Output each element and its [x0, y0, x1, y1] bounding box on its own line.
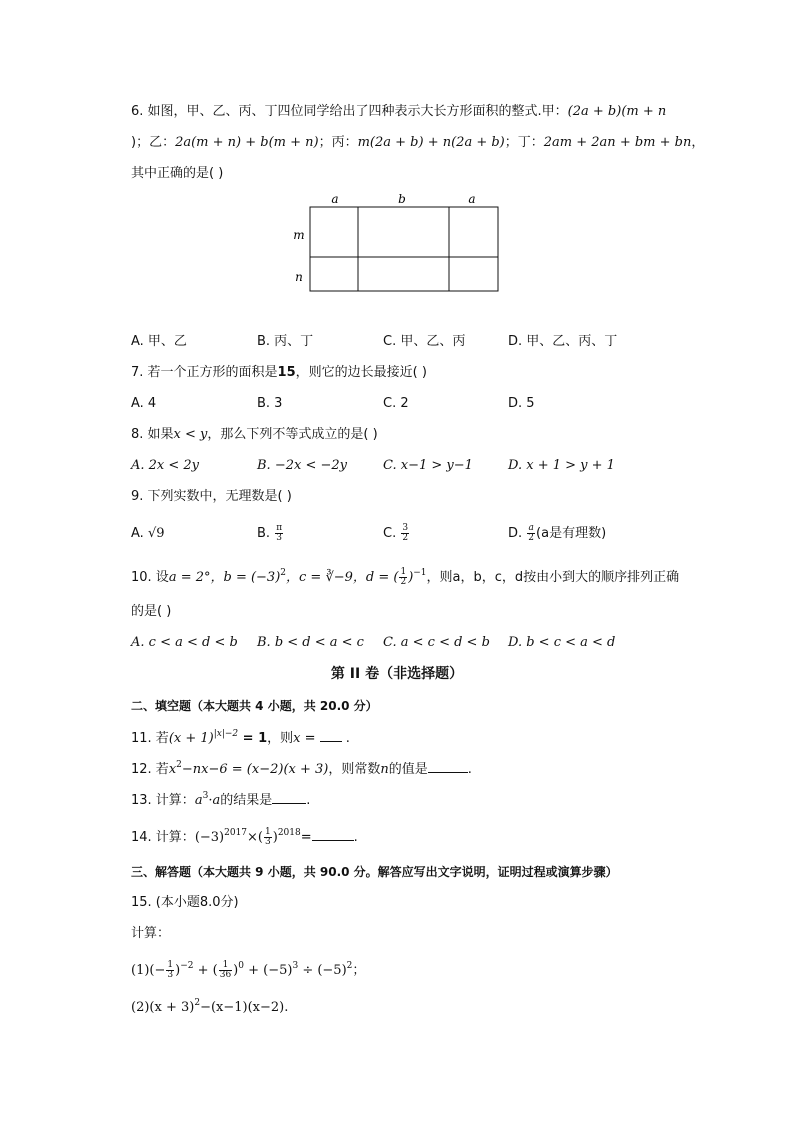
- q8-option-c: C. x−1 > y−1: [383, 458, 473, 473]
- q8-option-d: D. x + 1 > y + 1: [508, 458, 615, 473]
- part2-title: 第 II 卷（非选择题）: [330, 666, 464, 682]
- fig-label-b: b: [398, 192, 406, 206]
- q8-stem: 8. 如果x < y，那么下列不等式成立的是( ): [131, 427, 378, 442]
- q6-line2: )；乙：2a(m + n) + b(m + n)；丙：m(2a + b) + n(2a + b)；丁：2am + 2an + bm + bn，: [131, 135, 705, 150]
- q6-line3: 其中正确的是( ): [131, 166, 224, 181]
- q14: 14. 计算：$(-3)^{2017}\times$( $\frac{1}{3}$ )$^{2018}$= .: [131, 827, 358, 847]
- q6-option-d: D. 甲、乙、丙、丁: [508, 334, 618, 349]
- answer-blank: [272, 789, 306, 804]
- q15-part2: $(2)(x + 3)^2-(x-1)(x-2)$.: [131, 998, 289, 1015]
- q6-option-b: B. 丙、丁: [257, 334, 314, 349]
- q6-option-c: C. 甲、乙、丙: [383, 334, 466, 349]
- fig-label-a2: a: [468, 192, 476, 206]
- fig-label-m: m: [293, 228, 305, 242]
- q7-option-d: D. 5: [508, 396, 535, 411]
- q10-line2: 的是( ): [131, 604, 172, 619]
- q9-option-d: D. $\frac{a}{2}$ (a是有理数): [508, 523, 607, 543]
- q6-option-a: A. 甲、乙: [131, 334, 187, 349]
- q15-prompt: 计算：: [131, 926, 171, 941]
- section-fill-in: 二、填空题（本大题共 4 小题，共 20.0 分）: [131, 699, 378, 713]
- fig-label-n: n: [295, 270, 303, 284]
- q7-option-a: A. 4: [131, 396, 157, 411]
- answer-blank: [320, 727, 342, 742]
- q10-option-a: A. c < a < d < b: [131, 635, 238, 650]
- q10-option-c: C. a < c < d < b: [383, 635, 490, 650]
- q10-stem: 10. 设a = 2°，$b = (-3)^2$，c = ∛−9，d = ( $\frac{1}{2}$ )$^{-1}$，则a，b，c，d按由小到大的顺序排列正确: [131, 567, 680, 587]
- q9-stem: 9. 下列实数中，无理数是( ): [131, 489, 292, 504]
- answer-blank: [428, 758, 468, 773]
- fig-outer-rect: [310, 207, 498, 291]
- q8-option-b: B. −2x < −2y: [257, 458, 347, 473]
- q7-option-c: C. 2: [383, 396, 409, 411]
- answer-blank: [312, 826, 354, 841]
- q6-line1: 6. 如图，甲、乙、丙、丁四位同学给出了四种表示大长方形面积的整式.甲：(2a + b)(m + n: [131, 104, 667, 119]
- q12: 12. 若$x^2-nx-6 = (x-2)(x + 3)$，则常数n的值是 .: [131, 760, 472, 777]
- q7-option-b: B. 3: [257, 396, 283, 411]
- fig-label-a1: a: [331, 192, 339, 206]
- q13: 13. 计算：$a^3\cdot a$的结果是 .: [131, 791, 311, 808]
- q15-title: 15. (本小题8.0分): [131, 895, 239, 910]
- q9-option-c: C. $\frac{3}{2}$: [383, 523, 409, 543]
- rectangle-figure: [290, 190, 510, 300]
- q7-stem: 7. 若一个正方形的面积是15，则它的边长最接近( ): [131, 365, 427, 380]
- q10-option-b: B. b < d < a < c: [257, 635, 364, 650]
- q10-option-d: D. b < c < a < d: [508, 635, 616, 650]
- q9-option-b: B. $\frac{\pi}{3}$: [257, 523, 283, 543]
- section-solve: 三、解答题（本大题共 9 小题，共 90.0 分。解答应写出文字说明，证明过程或演算步骤）: [131, 865, 618, 879]
- q15-part1: (1)(− $\frac{1}{3}$ )$^{-2}$ + ( $\frac{1}{36}$ )$^0 + (-5)^3 \div (-5)^2$；: [131, 960, 366, 980]
- q11: 11. 若$(x + 1)^{|x|-2} = 1$，则x = .: [131, 729, 350, 746]
- q8-option-a: A. 2x < 2y: [131, 458, 200, 473]
- q9-option-a: A. √9: [131, 526, 165, 541]
